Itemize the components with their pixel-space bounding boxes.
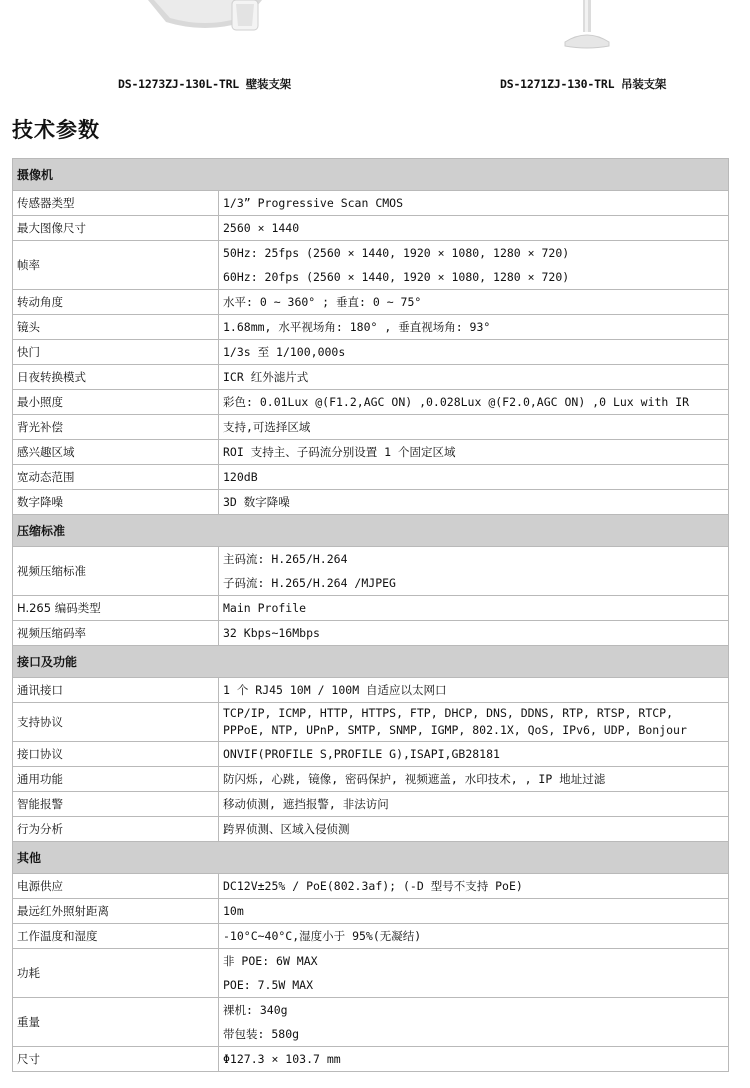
spec-value <box>219 315 729 340</box>
spec-row <box>13 547 729 596</box>
spec-value <box>219 874 729 899</box>
section-header-row <box>13 159 729 191</box>
spec-value-line: -10°C~40°C,湿度小于 95%(无凝结) <box>223 929 422 943</box>
spec-value-line: 主码流: H.265/H.264 <box>223 552 348 566</box>
spec-value-line: 32 Kbps~16Mbps <box>223 626 320 640</box>
spec-value-line: 带包装: 580g <box>223 1027 300 1041</box>
spec-row <box>13 767 729 792</box>
spec-value-line: TCP/IP, ICMP, HTTP, HTTPS, FTP, DHCP, DNS, DDNS, RTP, RTSP, RTCP, <box>223 706 674 720</box>
spec-value-line: 2560 × 1440 <box>223 221 300 235</box>
spec-row <box>13 315 729 340</box>
spec-label: H.265 编码类型 <box>13 596 219 621</box>
product-photos <box>0 0 750 60</box>
spec-row <box>13 290 729 315</box>
spec-label: 行为分析 <box>13 817 219 842</box>
spec-value-line: DC12V±25% / PoE(802.3af); (-D 型号不支持 PoE) <box>223 879 523 893</box>
spec-value-line: POE: 7.5W MAX <box>223 978 314 992</box>
spec-row <box>13 415 729 440</box>
spec-label: 接口协议 <box>13 742 219 767</box>
spec-label: 工作温度和湿度 <box>13 924 219 949</box>
spec-row <box>13 792 729 817</box>
spec-value <box>219 998 729 1047</box>
spec-label: 感兴趣区域 <box>13 440 219 465</box>
section-header-row <box>13 646 729 678</box>
spec-value <box>219 1047 729 1072</box>
spec-value <box>219 340 729 365</box>
wall-mount-caption: DS-1273ZJ-130L-TRL 壁装支架 <box>118 77 291 91</box>
spec-value-line: Main Profile <box>223 601 307 615</box>
spec-value-line: 跨界侦测、区域入侵侦测 <box>223 822 350 836</box>
spec-value <box>219 241 729 290</box>
spec-label: 传感器类型 <box>13 191 219 216</box>
spec-value <box>219 792 729 817</box>
spec-row <box>13 596 729 621</box>
spec-label: 帧率 <box>13 241 219 290</box>
spec-label: 宽动态范围 <box>13 465 219 490</box>
section-header-row <box>13 515 729 547</box>
spec-label: 数字降噪 <box>13 490 219 515</box>
spec-value <box>219 365 729 390</box>
spec-label: 尺寸 <box>13 1047 219 1072</box>
spec-value <box>219 490 729 515</box>
spec-value <box>219 465 729 490</box>
wall-mount-bracket-image <box>140 0 270 34</box>
section-header-row <box>13 842 729 874</box>
spec-value <box>219 817 729 842</box>
spec-label: 功耗 <box>13 949 219 998</box>
spec-value <box>219 390 729 415</box>
spec-label: 最小照度 <box>13 390 219 415</box>
spec-value-line: 水平: 0 ~ 360° ; 垂直: 0 ~ 75° <box>223 295 422 309</box>
spec-label: 最大图像尺寸 <box>13 216 219 241</box>
spec-value <box>219 415 729 440</box>
spec-row <box>13 241 729 290</box>
spec-row <box>13 742 729 767</box>
spec-value-line: 1.68mm, 水平视场角: 180° , 垂直视场角: 93° <box>223 320 491 334</box>
spec-label: 通讯接口 <box>13 678 219 703</box>
spec-value-line: ICR 红外滤片式 <box>223 370 309 384</box>
spec-value-line: 1 个 RJ45 10M / 100M 自适应以太网口 <box>223 683 447 697</box>
spec-label: 智能报警 <box>13 792 219 817</box>
spec-label: 支持协议 <box>13 703 219 742</box>
spec-value-line: 裸机: 340g <box>223 1003 288 1017</box>
spec-row <box>13 899 729 924</box>
section-title: 其他 <box>13 842 729 874</box>
product-captions <box>0 76 750 96</box>
spec-label: 视频压缩码率 <box>13 621 219 646</box>
spec-row <box>13 949 729 998</box>
spec-label: 视频压缩标准 <box>13 547 219 596</box>
spec-value <box>219 742 729 767</box>
spec-value <box>219 596 729 621</box>
spec-label: 日夜转换模式 <box>13 365 219 390</box>
spec-row <box>13 1047 729 1072</box>
spec-value-line: 50Hz: 25fps (2560 × 1440, 1920 × 1080, 1280 × 720) <box>223 246 570 260</box>
spec-value-line: 支持,可选择区域 <box>223 420 311 434</box>
spec-label: 重量 <box>13 998 219 1047</box>
spec-row <box>13 703 729 742</box>
tech-specs-heading: 技术参数 <box>12 118 100 142</box>
spec-value-line: PPPoE, NTP, UPnP, SMTP, SNMP, IGMP, 802.1X, QoS, IPv6, UDP, Bonjour <box>223 723 687 737</box>
spec-value-line: Φ127.3 × 103.7 mm <box>223 1052 341 1066</box>
section-title: 接口及功能 <box>13 646 729 678</box>
spec-row <box>13 216 729 241</box>
spec-label: 转动角度 <box>13 290 219 315</box>
spec-row <box>13 678 729 703</box>
spec-label: 最远红外照射距离 <box>13 899 219 924</box>
spec-value-line: 60Hz: 20fps (2560 × 1440, 1920 × 1080, 1280 × 720) <box>223 270 570 284</box>
spec-value-line: 彩色: 0.01Lux @(F1.2,AGC ON) ,0.028Lux @(F2.0,AGC ON) ,0 Lux with IR <box>223 395 690 409</box>
spec-row <box>13 390 729 415</box>
spec-row <box>13 191 729 216</box>
spec-value-line: 120dB <box>223 470 258 484</box>
spec-row <box>13 874 729 899</box>
spec-value <box>219 191 729 216</box>
spec-row <box>13 340 729 365</box>
spec-label: 镜头 <box>13 315 219 340</box>
spec-table <box>12 158 729 1072</box>
spec-row <box>13 490 729 515</box>
spec-label: 背光补偿 <box>13 415 219 440</box>
spec-label: 电源供应 <box>13 874 219 899</box>
ceiling-mount-bracket-image <box>555 0 619 50</box>
spec-value-line: 3D 数字降噪 <box>223 495 290 509</box>
spec-value <box>219 290 729 315</box>
spec-value <box>219 621 729 646</box>
spec-value-line: 1/3” Progressive Scan CMOS <box>223 196 404 210</box>
spec-value <box>219 767 729 792</box>
spec-value <box>219 678 729 703</box>
spec-value <box>219 216 729 241</box>
spec-row <box>13 440 729 465</box>
spec-value-line: ROI 支持主、子码流分别设置 1 个固定区域 <box>223 445 456 459</box>
spec-value-line: ONVIF(PROFILE S,PROFILE G),ISAPI,GB28181 <box>223 747 500 761</box>
spec-row <box>13 998 729 1047</box>
spec-value <box>219 440 729 465</box>
spec-row <box>13 465 729 490</box>
spec-value <box>219 547 729 596</box>
section-title: 摄像机 <box>13 159 729 191</box>
section-title: 压缩标准 <box>13 515 729 547</box>
spec-value <box>219 899 729 924</box>
spec-row <box>13 817 729 842</box>
spec-row <box>13 365 729 390</box>
spec-value <box>219 949 729 998</box>
spec-label: 快门 <box>13 340 219 365</box>
spec-value-line: 非 POE: 6W MAX <box>223 954 318 968</box>
spec-row <box>13 621 729 646</box>
spec-value <box>219 703 729 742</box>
spec-value-line: 子码流: H.265/H.264 /MJPEG <box>223 576 396 590</box>
spec-row <box>13 924 729 949</box>
spec-value-line: 防闪烁, 心跳, 镜像, 密码保护, 视频遮盖, 水印技术, , IP 地址过滤 <box>223 772 606 786</box>
spec-label: 通用功能 <box>13 767 219 792</box>
spec-value-line: 1/3s 至 1/100,000s <box>223 345 346 359</box>
spec-value-line: 移动侦测, 遮挡报警, 非法访问 <box>223 797 389 811</box>
ceiling-mount-caption: DS-1271ZJ-130-TRL 吊装支架 <box>500 77 667 91</box>
spec-value <box>219 924 729 949</box>
spec-value-line: 10m <box>223 904 244 918</box>
